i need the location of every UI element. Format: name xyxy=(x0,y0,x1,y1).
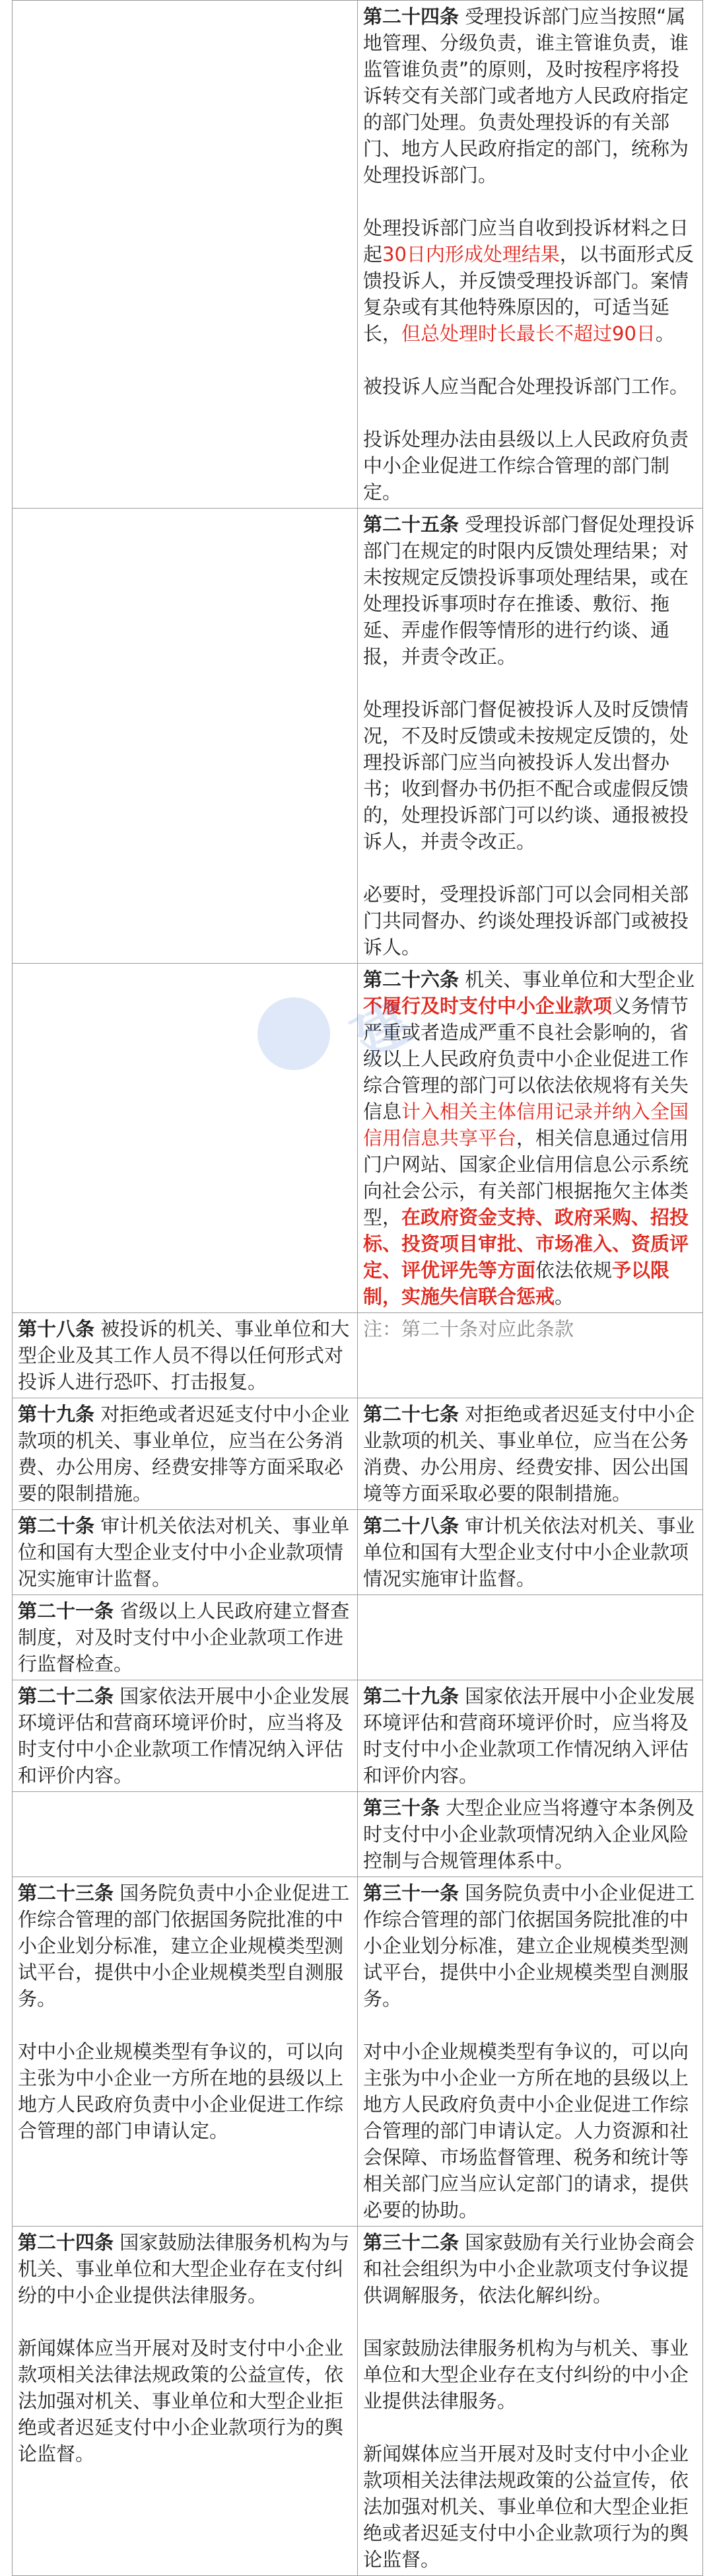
new-version-cell xyxy=(358,1510,703,1595)
clause-text: 新闻媒体应当开展对及时支付中小企业款项相关法律法规政策的公益宣传，依法加强对机关、事业单位和大型企业拒绝或者迟延支付中小企业款项行为的舆论监督。 xyxy=(363,2443,689,2571)
clause-text: 国务院负责中小企业促进工作综合管理的部门依据国务院批准的中小企业划分标准，建立企业规模类型测试平台，提供中小企业规模类型自测服务。 xyxy=(18,1882,350,2010)
table-row xyxy=(13,1595,703,1680)
table-row xyxy=(13,1,703,509)
clause-text: 被投诉人应当配合处理投诉部门工作。 xyxy=(363,375,689,398)
article-number: 第二十四条 xyxy=(18,2231,114,2254)
article-number: 第二十三条 xyxy=(18,1882,114,1904)
clause-paragraph xyxy=(363,1513,697,1592)
clause-paragraph xyxy=(18,1316,352,1395)
clause-text: 投诉处理办法由县级以上人民政府负责中小企业促进工作综合管理的部门制定。 xyxy=(363,428,689,503)
old-version-cell xyxy=(13,509,358,964)
clause-text: 处理投诉部门应当自收到投诉材料之日起 xyxy=(363,217,689,266)
old-version-cell xyxy=(13,1595,358,1680)
clause-text: 国家鼓励法律服务机构为与机关、事业单位和大型企业存在支付纠纷的中小企业提供法律服务。 xyxy=(363,2337,689,2412)
old-version-cell xyxy=(13,1510,358,1595)
clause-paragraph xyxy=(18,2229,352,2308)
table-body xyxy=(13,1,703,2576)
clause-text: 对中小企业规模类型有争议的，可以向主张为中小企业一方所在地的县级以上地方人民政府负责中小企业促进工作综合管理的部门申请认定。人力资源和社会保障、市场监督管理、税务和统计等相关部门应当应认定部门的请求，提供必要的协助。 xyxy=(363,2040,689,2221)
clause-text: 国家依法开展中小企业发展环境评估和营商环境评价时，应当将及时支付中小企业款项工作情况纳入评估和评价内容。 xyxy=(363,1685,695,1787)
article-number: 第二十四条 xyxy=(363,5,459,28)
clause-paragraph xyxy=(363,696,697,855)
article-number: 第三十一条 xyxy=(363,1882,459,1904)
new-version-cell xyxy=(358,2227,703,2576)
regulation-comparison-table xyxy=(12,0,703,2576)
clause-text: 。 xyxy=(655,322,675,345)
watermark-text: 建 xyxy=(342,988,422,1072)
clause-paragraph xyxy=(18,2038,352,2144)
article-number: 第二十八条 xyxy=(363,1515,459,1537)
new-version-cell xyxy=(358,509,703,964)
table-row xyxy=(13,509,703,964)
table-row xyxy=(13,1792,703,1877)
old-version-cell xyxy=(13,1680,358,1792)
clause-paragraph xyxy=(363,426,697,505)
clause-paragraph xyxy=(363,2038,697,2223)
clause-text: 处理投诉部门督促被投诉人及时反馈情况，不及时反馈或未按规定反馈的，处理投诉部门应当向被投诉人发出督办书；收到督办书仍拒不配合或虚假反馈的，处理投诉部门可以约谈、通报被投诉人，并责令改正。 xyxy=(363,698,689,853)
comparison-table-wrapper xyxy=(12,0,701,2576)
new-version-cell xyxy=(358,1313,703,1398)
table-row xyxy=(13,964,703,1313)
article-number: 第二十一条 xyxy=(18,1600,114,1622)
old-version-cell xyxy=(13,1313,358,1398)
clause-text: 对拒绝或者迟延支付中小企业款项的机关、事业单位，应当在公务消费、办公用房、经费安排、因公出国境等方面采取必要的限制措施。 xyxy=(363,1403,695,1505)
table-row xyxy=(13,2227,703,2576)
clause-text: 省级以上人民政府建立督查制度，对及时支付中小企业款项工作进行监督检查。 xyxy=(18,1600,350,1675)
old-version-cell xyxy=(13,2227,358,2576)
clause-paragraph xyxy=(363,215,697,347)
clause-paragraph xyxy=(363,2229,697,2308)
clause-text: 但总处理时长最长不超过90日 xyxy=(401,322,656,345)
clause-text: 国家鼓励有关行业协会商会和社会组织为中小企业款项支付争议提供调解服务，依法化解纠纷。 xyxy=(363,2231,695,2307)
clause-paragraph xyxy=(18,1401,352,1507)
clause-text: ，相关信息通过信用门户网站、国家企业信用信息公示系统向社会公示，有关部门根据拖欠主体类型， xyxy=(363,1127,689,1229)
article-number: 第二十条 xyxy=(18,1515,95,1537)
new-version-cell xyxy=(358,1,703,509)
clause-paragraph xyxy=(363,3,697,188)
article-number: 第二十二条 xyxy=(18,1685,114,1707)
table-row xyxy=(13,1398,703,1510)
table-row xyxy=(13,1510,703,1595)
clause-text: 审计机关依法对机关、事业单位和国有大型企业支付中小企业款项情况实施审计监督。 xyxy=(363,1515,695,1590)
clause-paragraph xyxy=(18,1513,352,1592)
clause-text: 国家依法开展中小企业发展环境评估和营商环境评价时，应当将及时支付中小企业款项工作情况纳入评估和评价内容。 xyxy=(18,1685,350,1787)
clause-paragraph xyxy=(363,2335,697,2414)
new-version-cell xyxy=(358,1398,703,1510)
clause-paragraph xyxy=(363,373,697,400)
clause-text: 对中小企业规模类型有争议的，可以向主张为中小企业一方所在地的县级以上地方人民政府负责中小企业促进工作综合管理的部门申请认定。 xyxy=(18,2040,344,2142)
old-version-cell xyxy=(13,1877,358,2227)
clause-text: 予以限制，实施失信联合惩戒 xyxy=(363,1259,670,1308)
old-version-cell xyxy=(13,964,358,1313)
clause-text: 国务院负责中小企业促进工作综合管理的部门依据国务院批准的中小企业划分标准，建立企业规模类型测试平台，提供中小企业规模类型自测服务。 xyxy=(363,1882,695,2010)
clause-text: 大型企业应当将遵守本条例及时支付中小企业款项情况纳入企业风险控制与合规管理体系中。 xyxy=(363,1797,695,1872)
clause-paragraph xyxy=(363,1880,697,2012)
clause-text: 审计机关依法对机关、事业单位和国有大型企业支付中小企业款项情况实施审计监督。 xyxy=(18,1515,350,1590)
clause-text: ，以书面形式反馈投诉人，并反馈受理投诉部门。案情复杂或有其他特殊原因的，可适当延长， xyxy=(363,243,694,345)
clause-text: 受理投诉部门督促处理投诉部门在规定的时限内反馈处理结果；对未按规定反馈投诉事项处理结果，或在处理投诉事项时存在推诿、敷衍、拖延、弄虚作假等情形的进行约谈、通报，并责令改正。 xyxy=(363,513,695,668)
new-version-cell xyxy=(358,1595,703,1680)
clause-text: 计入相关主体信用记录并纳入全国信用信息共享平台 xyxy=(363,1100,689,1149)
table-row xyxy=(13,1877,703,2227)
article-number: 第三十二条 xyxy=(363,2231,459,2254)
table-row xyxy=(13,1680,703,1792)
clause-text: 义务情节严重或者造成严重不良社会影响的，省级以上人民政府负责中小企业促进工作综合管理的部门可以依法依规将有关失信息 xyxy=(363,995,689,1123)
article-number: 第二十六条 xyxy=(363,968,459,991)
clause-text: 受理投诉部门应当按照“属地管理、分级负责，谁主管谁负责，谁监管谁负责”的原则，及时按程序将投诉转交有关部门或者地方人民政府指定的部门处理。负责处理投诉的有关部门、地方人民政府指定的部门，统称为处理投诉部门。 xyxy=(363,5,689,186)
clause-paragraph xyxy=(363,1316,697,1342)
clause-text: 新闻媒体应当开展对及时支付中小企业款项相关法律法规政策的公益宣传，依法加强对机关、事业单位和大型企业拒绝或者迟延支付中小企业款项行为的舆论监督。 xyxy=(18,2337,344,2465)
clause-text: 机关、事业单位和大型企业 xyxy=(459,968,695,991)
clause-paragraph xyxy=(363,1683,697,1789)
clause-text: 对拒绝或者迟延支付中小企业款项的机关、事业单位，应当在公务消费、办公用房、经费安排等方面采取必要的限制措施。 xyxy=(18,1403,350,1505)
article-number: 第二十五条 xyxy=(363,513,459,536)
article-number: 第三十条 xyxy=(363,1797,440,1819)
old-version-cell xyxy=(13,1398,358,1510)
clause-paragraph xyxy=(18,1880,352,2012)
clause-text: 。 xyxy=(555,1285,574,1308)
article-number: 第十八条 xyxy=(18,1318,95,1340)
clause-paragraph xyxy=(363,881,697,960)
clause-text: 30日内形成处理结果 xyxy=(382,243,560,266)
new-version-cell xyxy=(358,1792,703,1877)
clause-text: 依法依规 xyxy=(535,1259,613,1281)
table-row xyxy=(13,1313,703,1398)
new-version-cell xyxy=(358,1877,703,2227)
clause-paragraph xyxy=(363,1795,697,1874)
new-version-cell xyxy=(358,964,703,1313)
clause-paragraph xyxy=(18,2335,352,2467)
clause-paragraph xyxy=(363,2441,697,2573)
note-text: 注：第二十条对应此条款 xyxy=(363,1318,574,1340)
old-version-cell xyxy=(13,1792,358,1877)
clause-text: 在政府资金支持、政府采购、招投标、投资项目审批、市场准入、资质评定、评优评先等方面 xyxy=(363,1206,689,1281)
clause-paragraph xyxy=(363,966,697,1310)
clause-text: 被投诉的机关、事业单位和大型企业及其工作人员不得以任何形式对投诉人进行恐吓、打击报复。 xyxy=(18,1318,350,1393)
clause-text: 必要时，受理投诉部门可以会同相关部门共同督办、约谈处理投诉部门或被投诉人。 xyxy=(363,883,689,958)
clause-paragraph xyxy=(363,511,697,670)
clause-paragraph xyxy=(18,1683,352,1789)
new-version-cell xyxy=(358,1680,703,1792)
old-version-cell xyxy=(13,1,358,509)
clause-paragraph xyxy=(363,1401,697,1507)
clause-text: 不履行及时支付中小企业款项 xyxy=(363,995,613,1017)
article-number: 第二十七条 xyxy=(363,1403,459,1425)
clause-text: 国家鼓励法律服务机构为与机关、事业单位和大型企业存在支付纠纷的中小企业提供法律服务。 xyxy=(18,2231,350,2307)
article-number: 第十九条 xyxy=(18,1403,95,1425)
article-number: 第二十九条 xyxy=(363,1685,459,1707)
clause-paragraph xyxy=(18,1598,352,1677)
